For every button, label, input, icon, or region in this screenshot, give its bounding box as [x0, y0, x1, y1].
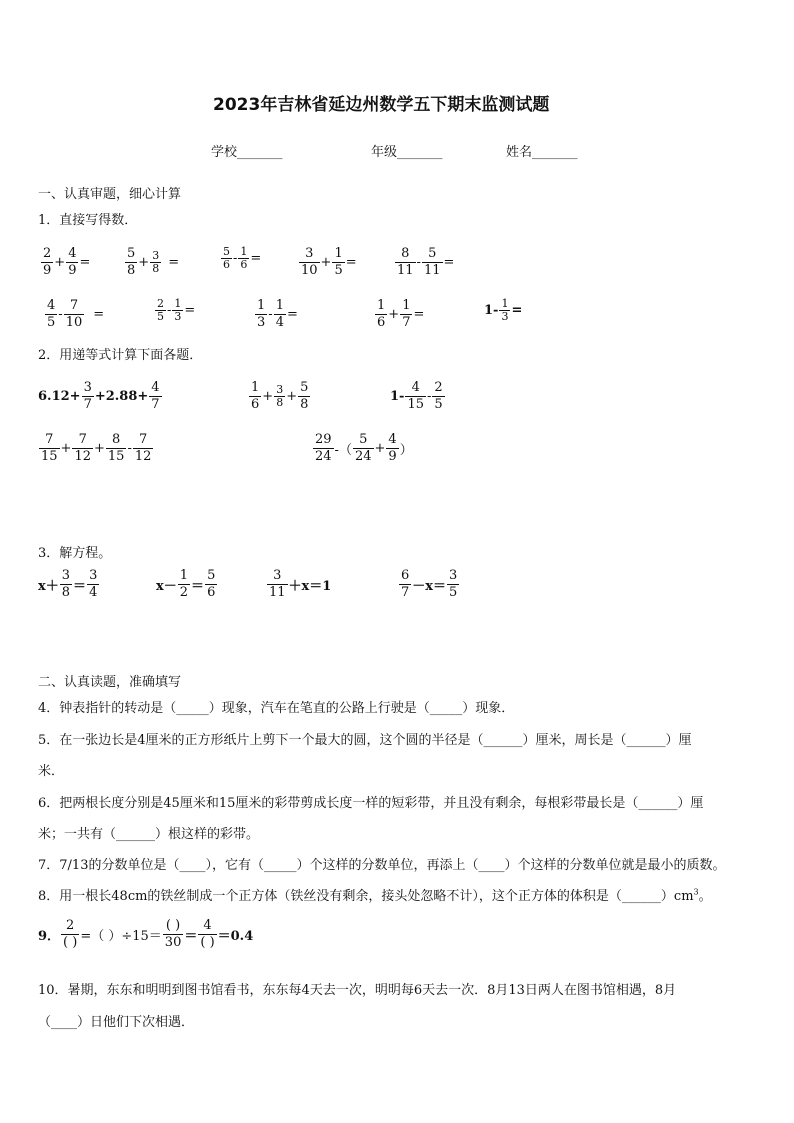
numerator: 1	[501, 297, 509, 310]
denominator: ( )	[63, 935, 78, 950]
denominator: 5	[47, 315, 56, 330]
denominator: 8	[152, 262, 160, 275]
q1-item: $\frac{2}{5}$ - $\frac{1}{3}$ =	[157, 297, 196, 323]
denominator: 5	[334, 263, 343, 278]
q2-expression-4: $\frac{7}{15}$ + $\frac{7}{12}$ + $\frac{8}{15}$ - $\frac{7}{12}$	[41, 432, 152, 464]
denominator: 8	[61, 585, 71, 600]
numerator: 3	[276, 383, 284, 396]
numerator: 5	[223, 245, 230, 258]
question-6: 6．把两根长度分别是45厘米和15厘米的彩带剪成长度一样的短彩带，并且没有剩余，每根彩带最长是（______）厘	[38, 796, 704, 811]
denominator: 11	[269, 585, 286, 600]
question-1-title: 1．直接写得数．	[38, 213, 138, 228]
numerator: 1	[334, 246, 343, 261]
section-2-heading: 二、认真读题，准确填写	[38, 675, 182, 690]
numerator: 3	[61, 568, 71, 583]
q2-expression-5: $\frac{29}{24}$ -（ $\frac{5}{24}$ + $\frac{4}{9}$ ）	[315, 432, 413, 464]
denominator: 9	[388, 449, 397, 464]
q2-expression-3: 1- $\frac{4}{15}$ - $\frac{2}{5}$	[390, 380, 443, 412]
name-field: 姓名_______	[506, 145, 578, 160]
q1-item: $\frac{4}{5}$ - $\frac{7}{10}$ =	[47, 298, 105, 330]
numerator: 3	[89, 568, 98, 583]
numerator: 4	[151, 380, 160, 395]
q1-item: $\frac{5}{6}$ - $\frac{1}{6}$ =	[223, 245, 262, 271]
denominator: 7	[402, 315, 411, 330]
denominator: 11	[423, 263, 441, 278]
numerator: 5	[300, 380, 309, 395]
numerator: 3	[267, 568, 288, 585]
denominator: 10	[65, 315, 83, 330]
numerator: 1	[240, 245, 248, 258]
numerator: 4	[47, 298, 56, 313]
q1-item: $\frac{1}{6}$ + $\frac{1}{7}$ =	[377, 298, 425, 330]
denominator: 3	[174, 310, 182, 323]
numerator: 4	[198, 918, 216, 935]
numerator: 4	[405, 380, 426, 397]
question-7: 7．7/13的分数单位是（____），它有（_____）个这样的分数单位，再添上（____）个这样的分数单位就是最小的质数。	[38, 858, 726, 873]
grade-field: 年级_______	[371, 145, 443, 160]
question-3-title: 3．解方程。	[38, 546, 112, 561]
numerator: 3	[152, 249, 160, 262]
school-field: 学校_______	[211, 145, 283, 160]
q1-item: 1- $\frac{1}{3}$ =	[484, 297, 523, 323]
denominator: 12	[74, 449, 91, 464]
denominator: 6	[223, 258, 230, 271]
denominator: 5	[434, 397, 443, 412]
numerator: 3	[299, 246, 320, 263]
denominator: 10	[301, 263, 318, 278]
q3-equation-3: $\frac{3}{11}$ ＋x＝1	[269, 568, 332, 600]
denominator: 11	[397, 263, 414, 278]
question-5: 5．在一张边长是4厘米的正方形纸片上剪下一个最大的圆，这个圆的半径是（______）厘米，周长是（______）厘	[38, 733, 692, 748]
numerator: 7	[64, 298, 85, 315]
numerator: 1	[257, 298, 266, 313]
numerator: 8	[395, 246, 416, 263]
numerator: 2	[157, 297, 164, 310]
denominator: 15	[41, 449, 58, 464]
denominator: 5	[449, 585, 458, 600]
numerator: 1	[174, 297, 182, 310]
page-title: 2023年吉林省延边州数学五下期末监测试题	[213, 95, 550, 115]
numerator: 1	[402, 298, 411, 313]
q2-expression-2: $\frac{1}{6}$ + $\frac{3}{8}$ + $\frac{5}{8}$	[251, 380, 309, 412]
denominator: 8	[276, 396, 284, 409]
numerator: 5	[422, 246, 443, 263]
question-10: 10．暑期，东东和明明到图书馆看书，东东每4天去一次，明明每6天去一次．8月13日两人在图书馆相遇，8月	[38, 983, 677, 998]
denominator: 4	[275, 315, 284, 330]
denominator: 6	[251, 397, 260, 412]
numerator: 1	[377, 298, 386, 313]
q1-item: $\frac{1}{3}$ - $\frac{1}{4}$ =	[257, 298, 298, 330]
q1-item: $\frac{5}{8}$ + $\frac{3}{8}$ =	[127, 246, 180, 278]
denominator: 24	[315, 449, 332, 464]
q1-item: $\frac{8}{11}$ - $\frac{5}{11}$ =	[397, 246, 455, 278]
question-2-title: 2．用递等式计算下面各题．	[38, 348, 203, 363]
numerator: 4	[68, 246, 77, 261]
denominator: 6	[240, 258, 248, 271]
q3-equation-1: x＋ $\frac{3}{8}$ ＝ $\frac{3}{4}$	[38, 568, 98, 600]
numerator: 2	[61, 918, 79, 935]
question-5-continued: 米．	[38, 764, 65, 779]
denominator: 15	[407, 397, 424, 412]
denominator: 8	[300, 397, 309, 412]
denominator: 30	[164, 935, 182, 950]
numerator: 5	[207, 568, 216, 583]
denominator: 5	[157, 310, 164, 323]
numerator: 6	[401, 568, 410, 583]
numerator: 2	[434, 380, 443, 395]
numerator: 5	[127, 246, 136, 261]
numerator: 4	[388, 432, 397, 447]
denominator: 7	[83, 397, 92, 412]
q1-item: $\frac{3}{10}$ + $\frac{1}{5}$ =	[301, 246, 357, 278]
question-10-continued: （____）日他们下次相遇．	[38, 1015, 195, 1030]
numerator: 2	[43, 246, 52, 261]
q1-item: $\frac{2}{9}$ + $\frac{4}{9}$ =	[43, 246, 91, 278]
denominator: 24	[354, 449, 372, 464]
question-6-continued: 米；一共有（______）根这样的彩带。	[38, 827, 260, 842]
denominator: 9	[43, 263, 52, 278]
question-4: 4．钟表指针的转动是（_____）现象，汽车在笔直的公路上行驶是（_____）现象．	[38, 701, 515, 716]
denominator: ( )	[200, 935, 215, 950]
denominator: 15	[107, 449, 125, 464]
denominator: 7	[151, 397, 160, 412]
numerator: 7	[72, 432, 93, 449]
denominator: 6	[207, 585, 216, 600]
denominator: 3	[501, 310, 509, 323]
numerator: 3	[83, 380, 92, 395]
q3-equation-2: x－ $\frac{1}{2}$ ＝ $\frac{5}{6}$	[156, 568, 216, 600]
q3-equation-4: $\frac{6}{7}$ －x＝ $\frac{3}{5}$	[401, 568, 458, 600]
denominator: 12	[134, 449, 152, 464]
numerator: 3	[449, 568, 458, 583]
section-1-heading: 一、认真审题，细心计算	[38, 187, 182, 202]
denominator: 4	[89, 585, 98, 600]
numerator: 1	[179, 568, 189, 583]
numerator: 8	[106, 432, 127, 449]
numerator: 7	[133, 432, 154, 449]
denominator: 6	[377, 315, 386, 330]
question-8: 8．用一根长48cm的铁丝制成一个正方体（铁丝没有剩余，接头处忽略不计），这个正方体的体积是$(\_\_\_\_\_\_)cm^3$。	[38, 887, 712, 904]
denominator: 7	[401, 585, 410, 600]
denominator: 3	[257, 315, 266, 330]
q2-expression-1: 6.12+ $\frac{3}{7}$ +2.88+ $\frac{4}{7}$	[38, 380, 160, 412]
numerator: 29	[315, 432, 332, 447]
numerator: 5	[353, 432, 374, 449]
numerator: 1	[251, 380, 260, 395]
denominator: 8	[127, 263, 136, 278]
numerator: ( )	[163, 918, 184, 935]
denominator: 2	[179, 585, 189, 600]
denominator: 9	[68, 263, 77, 278]
numerator: 1	[275, 298, 284, 313]
question-9: 9． $\frac{2}{( )}$ =（ ）÷15＝ $\frac{( )}{30}$ ＝ $\frac{4}{( )}$ ＝0.4	[38, 918, 254, 950]
numerator: 7	[39, 432, 60, 449]
